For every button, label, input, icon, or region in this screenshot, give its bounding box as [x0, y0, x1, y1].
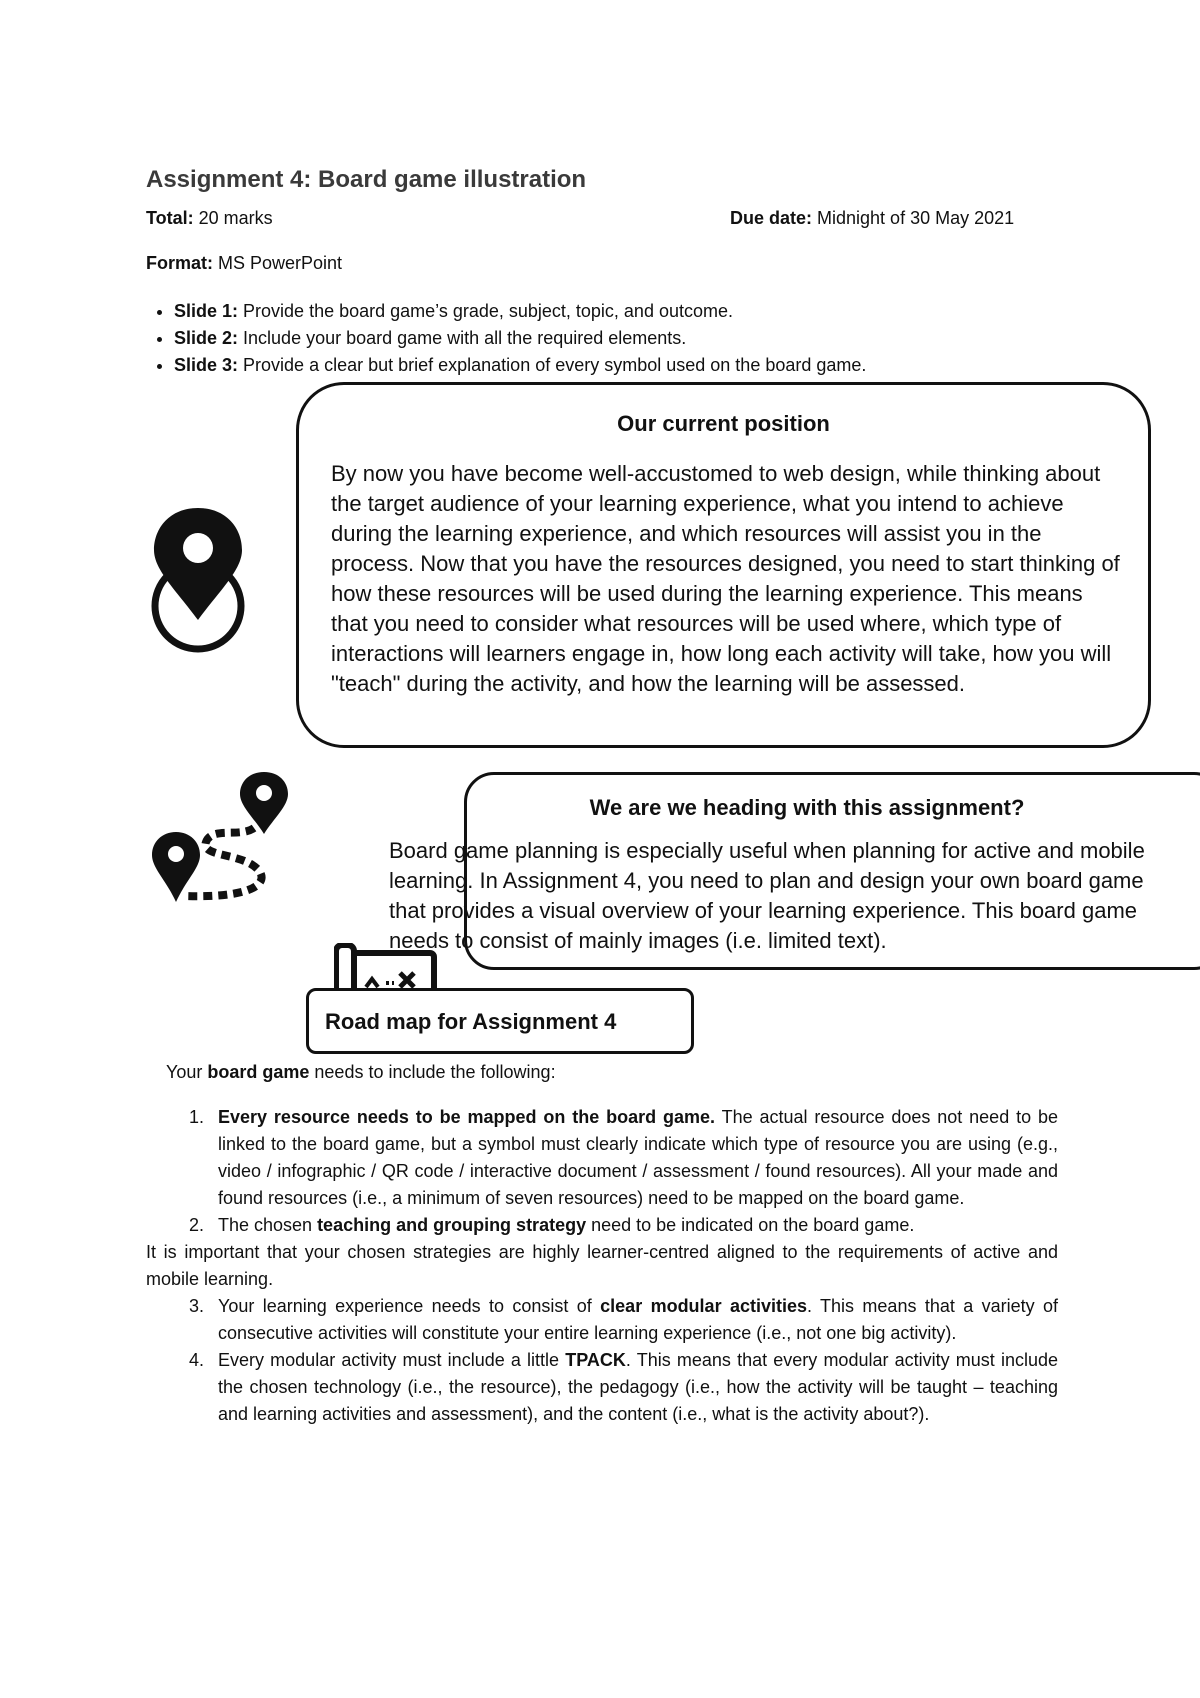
requirements-list — [146, 1104, 1058, 1428]
route-icon — [150, 768, 290, 908]
location-pin-icon — [146, 500, 256, 660]
heading-box-title: We are we heading with this assignment? — [589, 795, 1025, 820]
slides-list — [146, 298, 1054, 379]
slide-item: • Slide 2: Include your board game with all the required elements. — [174, 325, 1054, 352]
format-label: Format: — [146, 253, 213, 273]
requirements-intro: Your board game needs to include the following: — [166, 1062, 556, 1082]
road-map-heading: Road map for Assignment 4 — [325, 1009, 617, 1034]
heading-box-body: Board game planning is especially useful when planning for active and mobile learning. In Assignment 4, you need to plan and design your own board game that provides a visual overview of your learning experience. This board game needs to consist of mainly images (i.e. limited text). — [389, 838, 1145, 953]
list-item: 1. Every resource needs to be mapped on the board game. The actual resource does not need to be linked to the board game, but a symbol must clearly indicate which type of resource you are using (e.g., video / infographic / QR code / interactive document / assessment / found resources). All your made and found resources (i.e., a minimum of seven resources) need to be mapped on the board game. — [188, 1107, 1058, 1208]
slide-item: • Slide 3: Provide a clear but brief explanation of every symbol used on the board game. — [174, 352, 1054, 379]
current-position-box — [296, 382, 1151, 748]
format-value: MS PowerPoint — [213, 253, 343, 273]
road-map-box — [306, 988, 694, 1054]
format — [146, 253, 342, 274]
slide-item: • Slide 1: Provide the board game’s grade, subject, topic, and outcome. — [174, 298, 1054, 325]
current-position-body: By now you have become well-accustomed to web design, while thinking about the target audience of your learning experience, what you intend to achieve during the learning experience, and which resources will assist you in the process. Now that you have the resources designed, you need to start thinking of how these resources will be used during the learning experience. This means that you need to consider what resources will be used where, which type of interactions will learners engage in, how long each activity will take, how you will "teach" during the activity, and how the learning will be assessed. — [331, 461, 1120, 696]
list-item: 3. Your learning experience needs to consist of clear modular activities. This means that a variety of consecutive activities will constitute your entire learning experience (i.e., not one big activity). — [188, 1296, 1058, 1343]
total-label: Total: — [146, 208, 194, 228]
due-date — [730, 208, 1014, 229]
list-item: 2. The chosen teaching and grouping strategy need to be indicated on the board game. — [188, 1215, 915, 1235]
total-marks — [146, 208, 273, 229]
page-title: Assignment 4: Board game illustration — [146, 166, 587, 193]
total-value: 20 marks — [193, 208, 273, 228]
current-position-heading: Our current position — [617, 411, 830, 436]
due-label: Due date: — [730, 208, 813, 228]
due-value: Midnight of 30 May 2021 — [812, 208, 1015, 228]
strategy-note: It is important that your chosen strategies are highly learner-centred aligned to the requirements of active and mobile learning. — [146, 1242, 1058, 1289]
list-item: 4. Every modular activity must include a little TPACK. This means that every modular activity must include the chosen technology (i.e., the resource), the pedagogy (i.e., how the activity will be taught – teaching and learning activities and assessment), and the content (i.e., what is the activity about?). — [188, 1350, 1058, 1424]
